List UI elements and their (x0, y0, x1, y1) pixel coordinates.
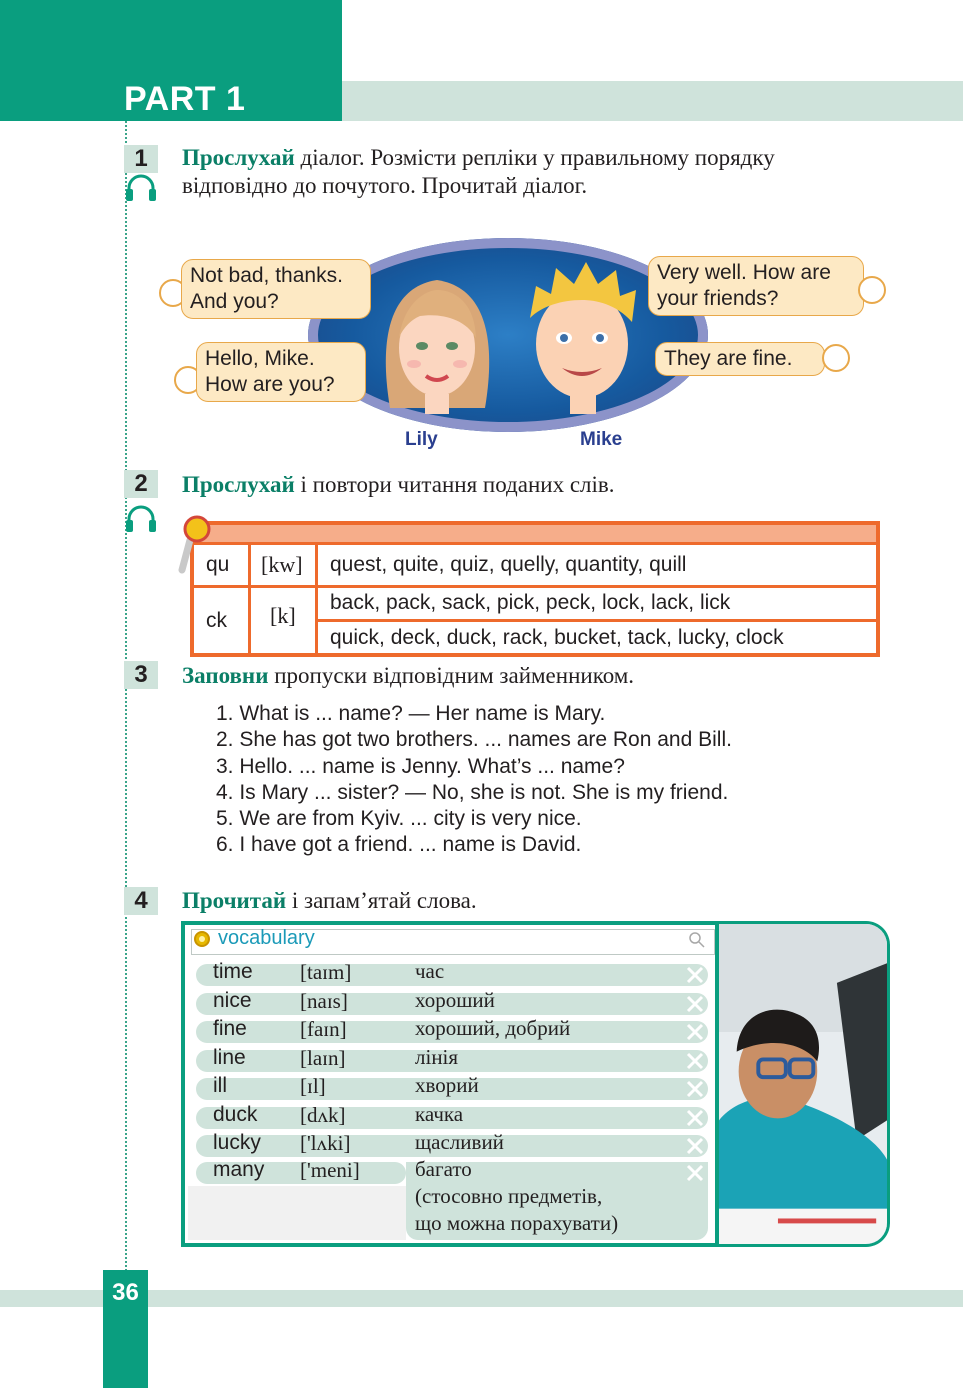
vocab-ipa: [faɪn] (300, 1017, 347, 1041)
exercise-number-1: 1 (124, 145, 158, 173)
vocab-translation-main: багато (415, 1157, 472, 1181)
list-item: 5. We are from Kyiv. ... city is very nice. (216, 807, 582, 831)
vocab-translation: хороший (415, 988, 495, 1012)
vocab-word: line (213, 1046, 246, 1069)
exercise-1-instructions (182, 144, 775, 200)
exercise-2-verb: Прослухай (182, 472, 295, 497)
vocab-ipa: [dʌk] (300, 1103, 346, 1127)
mike-illustration (516, 256, 646, 414)
page-number: 36 (112, 1279, 139, 1306)
list-item: 2. She has got two brothers. ... names are Ron and Bill. (216, 728, 732, 752)
boy-with-glasses-photo (719, 921, 890, 1247)
exercise-number-4: 4 (124, 887, 158, 915)
exercise-number-2: 2 (124, 470, 158, 498)
exercise-4-instructions (182, 887, 477, 915)
exercise-1-text-line1: діалог. Розмісти репліки у правильному порядку (300, 145, 775, 170)
exercise-4-text: і запам’ятай слова. (291, 888, 477, 913)
lily-illustration (380, 268, 495, 418)
vocab-word: time (213, 960, 253, 983)
bubble-text: Hello, Mike. (205, 347, 315, 370)
mike-name-label: Mike (580, 429, 623, 450)
vocab-translation: хворий (415, 1073, 479, 1097)
speech-bubble-they-are-fine (655, 342, 825, 376)
vocab-translation-note-line2: що можна порахувати) (415, 1211, 619, 1235)
exercise-2-instructions (182, 471, 615, 499)
speech-bubble-hello-mike (196, 342, 366, 402)
vocab-word: ill (213, 1074, 227, 1097)
phonics-letters-qu: qu (206, 553, 230, 576)
vocab-translation: лінія (415, 1045, 459, 1069)
order-circle-4[interactable] (822, 344, 850, 372)
vocabulary-empty-area (188, 1186, 406, 1240)
bubble-text: Very well. How are (657, 261, 831, 284)
list-item: 6. I have got a friend. ... name is David. (216, 833, 582, 857)
vocab-ipa: ['meni] (300, 1158, 360, 1182)
order-circle-3[interactable] (858, 276, 886, 304)
exercise-3-instructions (182, 662, 634, 690)
vocab-ipa: [naɪs] (300, 989, 348, 1013)
vocab-translation: час (415, 959, 445, 983)
speech-bubble-very-well (648, 256, 864, 316)
vocab-translation: качка (415, 1102, 464, 1126)
table-divider (248, 545, 251, 653)
phonics-sound-k: [k] (270, 603, 296, 628)
phonics-table-header (194, 525, 876, 545)
headphones-icon[interactable] (124, 174, 158, 202)
list-item: 4. Is Mary ... sister? — No, she is not. She is my friend. (216, 780, 729, 804)
exercise-3-list (216, 701, 732, 859)
phonics-letters-ck: ck (206, 609, 227, 632)
vocab-word: duck (213, 1103, 258, 1126)
close-icon[interactable] (684, 964, 706, 986)
vocab-word: fine (213, 1017, 247, 1040)
exercise-1-text-line2: відповідно до почутого. Прочитай діалог. (182, 173, 588, 198)
exercise-3-verb: Заповни (182, 663, 269, 688)
bubble-text: And you? (190, 290, 279, 313)
phonics-words-ck-1: back, pack, sack, pick, peck, lock, lack, lick (330, 591, 731, 614)
close-icon[interactable] (684, 993, 706, 1015)
vocab-ipa: [laɪn] (300, 1046, 346, 1070)
bubble-text: your friends? (657, 287, 779, 310)
exercise-number-3: 3 (124, 661, 158, 689)
search-icon[interactable] (688, 931, 706, 949)
vocab-word: nice (213, 989, 252, 1012)
close-icon[interactable] (684, 1107, 706, 1129)
phonics-words-ck-2: quick, deck, duck, rack, bucket, tack, lucky, clock (330, 626, 784, 649)
phonics-sound-kw: [kw] (261, 552, 303, 577)
vocab-translation (415, 1156, 618, 1237)
margin-dotted-line (125, 121, 127, 1271)
page-title: PART 1 (124, 80, 246, 118)
vocabulary-search-label: vocabulary (218, 927, 315, 949)
vocab-ipa: ['lʌki] (300, 1131, 351, 1155)
exercise-3-text: пропуски відповідним займенником. (274, 663, 635, 688)
close-icon[interactable] (684, 1162, 706, 1184)
exercise-1-verb: Прослухай (182, 145, 295, 170)
vocab-translation-note-line1: (стосовно предметів, (415, 1184, 603, 1208)
vocab-ipa: [ɪl] (300, 1074, 326, 1098)
vocab-row (196, 964, 708, 986)
close-icon[interactable] (684, 1050, 706, 1072)
exercise-4-verb: Прочитай (182, 888, 287, 913)
close-icon[interactable] (684, 1135, 706, 1157)
vocab-word: many (213, 1158, 265, 1181)
vocab-word: lucky (213, 1131, 261, 1154)
close-icon[interactable] (684, 1021, 706, 1043)
exercise-2-text: і повтори читання поданих слів. (300, 472, 615, 497)
vocabulary-logo-icon (194, 931, 210, 947)
list-item: 3. Hello. ... name is Jenny. What’s ... name? (216, 754, 625, 778)
vocab-translation: хороший, добрий (415, 1016, 571, 1040)
bubble-text: How are you? (205, 373, 335, 396)
bubble-text: Not bad, thanks. (190, 264, 343, 287)
phonics-words-qu: quest, quite, quiz, quelly, quantity, quill (330, 553, 687, 576)
list-item: 1. What is ... name? — Her name is Mary. (216, 702, 606, 725)
lily-name-label: Lily (405, 429, 438, 450)
bubble-text: They are fine. (664, 347, 793, 370)
headphones-icon[interactable] (124, 505, 158, 533)
header-band (342, 81, 963, 121)
close-icon[interactable] (684, 1078, 706, 1100)
vocab-ipa: [taɪm] (300, 960, 352, 984)
table-divider (315, 545, 318, 653)
vocab-translation: щасливий (415, 1130, 504, 1154)
speech-bubble-not-bad (181, 259, 371, 319)
